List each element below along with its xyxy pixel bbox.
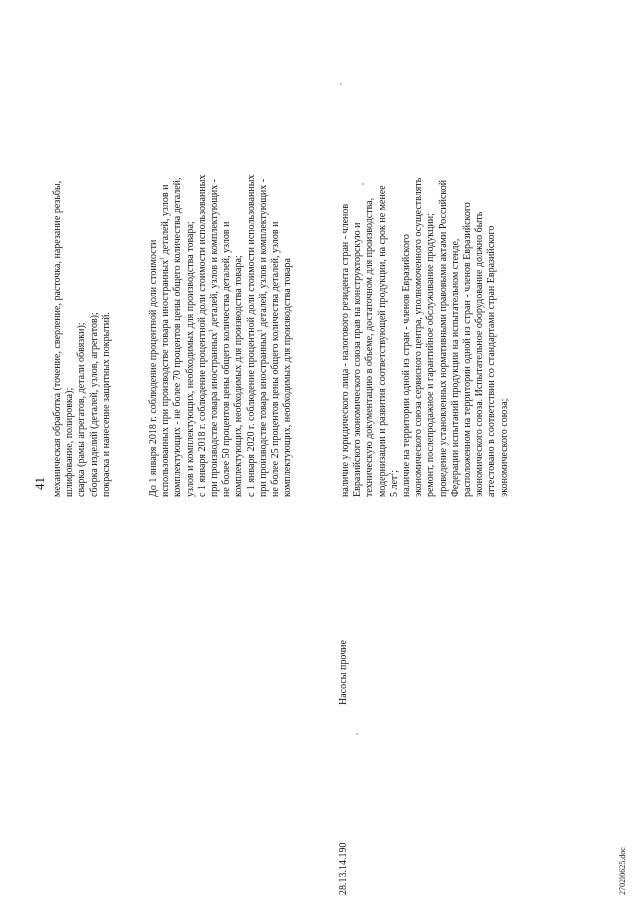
line-text: при производстве товара иностранных — [209, 332, 221, 497]
line-text: с 1 января 2020 г. соблюдение процентной доли стоимости использованных — [245, 174, 257, 497]
footnote-marker: 2 — [388, 472, 395, 476]
line-text-continued: ; — [388, 469, 400, 473]
text-line — [389, 12, 401, 497]
line-text-continued: деталей, узлов и — [160, 184, 172, 257]
text-line — [499, 12, 511, 497]
text-line — [401, 12, 413, 497]
text-line — [377, 12, 389, 497]
text-line — [209, 12, 221, 497]
eaeu-requirements — [340, 12, 511, 497]
text-line — [160, 12, 172, 497]
text-line — [246, 12, 258, 497]
line-text: покраска и нанесение защитных покрытий. — [100, 312, 112, 497]
line-text: экономического союза сервисного центра, уполномоченного осуществлять — [413, 177, 425, 497]
line-text: техническую документацию в объеме, достаточном для производства, — [364, 197, 376, 497]
line-text: не более 25 процентов цены общего количества деталей, узлов и — [270, 221, 282, 497]
line-text: не более 50 процентов цены общего количества деталей, узлов и — [221, 221, 233, 497]
footnote-marker: 1 — [257, 329, 264, 333]
line-text: механическая обработка (точение, сверление, расточка, нарезание резьбы, — [52, 180, 63, 497]
text-line — [233, 12, 245, 497]
text-line — [270, 12, 282, 497]
page-number: 41 — [32, 477, 47, 490]
footnote-marker: 1 — [159, 256, 166, 260]
text-line — [172, 12, 184, 497]
line-text: шлифование, полировка); — [64, 387, 76, 497]
line-text: сварка (рамы агрегатов, детали обвязки); — [76, 322, 88, 497]
line-text: экономического союза. Испытательное оборудование должно быть — [474, 211, 486, 497]
text-line — [413, 12, 425, 497]
text-line — [64, 12, 76, 497]
text-line — [52, 12, 64, 497]
text-line — [101, 12, 113, 497]
text-line — [340, 12, 352, 497]
footnote-marker: 1 — [208, 329, 215, 333]
line-text-continued: деталей, узлов и комплектующих - — [209, 178, 221, 330]
line-text: расположенном на территории одной из стран - членов Евразийского — [462, 202, 474, 497]
text-line — [148, 12, 160, 497]
line-text: сборка изделий (деталей, узлов, агрегатов); — [88, 312, 100, 497]
text-line — [486, 12, 498, 497]
text-line — [438, 12, 450, 497]
line-text: Евразийского экономического союза прав на конструкторскую и — [352, 222, 364, 497]
line-text: аттестовано в соответствии со стандартами стран Евразийского — [486, 225, 498, 497]
text-line — [352, 12, 364, 497]
text-line — [76, 12, 88, 497]
line-text: ремонт, послепродажное и гарантийное обслуживание продукции; — [425, 213, 437, 497]
line-text: наличие у юридического лица - налогового резидента стран - членов — [340, 203, 351, 497]
text-line — [185, 12, 197, 497]
line-text: наличие на территории одной из стран - членов Евразийского — [401, 234, 413, 497]
line-text: использованных при производстве товара иностранных — [160, 259, 172, 497]
text-line — [474, 12, 486, 497]
text-line — [364, 12, 376, 497]
text-line — [89, 12, 101, 497]
line-text: комплектующих, необходимых для производства товара — [282, 258, 294, 497]
text-line — [221, 12, 233, 497]
line-text: комплектующих - не более 70 процентов цены общего количества деталей, — [172, 177, 184, 497]
line-text: модернизации и развития соответствующей продукции, на срок не менее — [376, 185, 388, 497]
line-text: 5 лет — [388, 475, 400, 497]
line-text: экономического союза; — [498, 398, 510, 497]
text-line — [258, 12, 270, 497]
scan-speck — [340, 83, 342, 85]
text-line — [197, 12, 209, 497]
line-text: узлов и комплектующих, необходимых для производства товара; — [184, 221, 196, 497]
line-text: Федерации испытаний продукции на испытательном стенде, — [449, 238, 461, 497]
line-text: проведение установленных нормативными правовыми актами Российской — [437, 179, 449, 497]
line-text-continued: деталей, узлов и комплектующих - — [257, 178, 269, 330]
scan-speck — [362, 183, 364, 185]
text-line — [462, 12, 474, 497]
line-text: с 1 января 2018 г. соблюдение процентной доли стоимости использованных — [196, 174, 208, 497]
line-text: комплектующих, необходимых для производства товара; — [233, 255, 245, 497]
product-name: Насосы прочие — [338, 640, 349, 705]
text-line — [282, 12, 294, 497]
okpd-code: 28.13.14.190 — [338, 842, 349, 895]
operations-list — [52, 12, 113, 497]
line-text: при производстве товара иностранных — [257, 332, 269, 497]
scan-speck — [356, 733, 358, 735]
foreign-share-requirements — [148, 12, 294, 497]
line-text: До 1 января 2018 г. соблюдение процентной доли стоимости — [148, 239, 159, 497]
text-line — [450, 12, 462, 497]
footer-filename: 2702l0625.doc — [618, 847, 627, 895]
text-line — [425, 12, 437, 497]
